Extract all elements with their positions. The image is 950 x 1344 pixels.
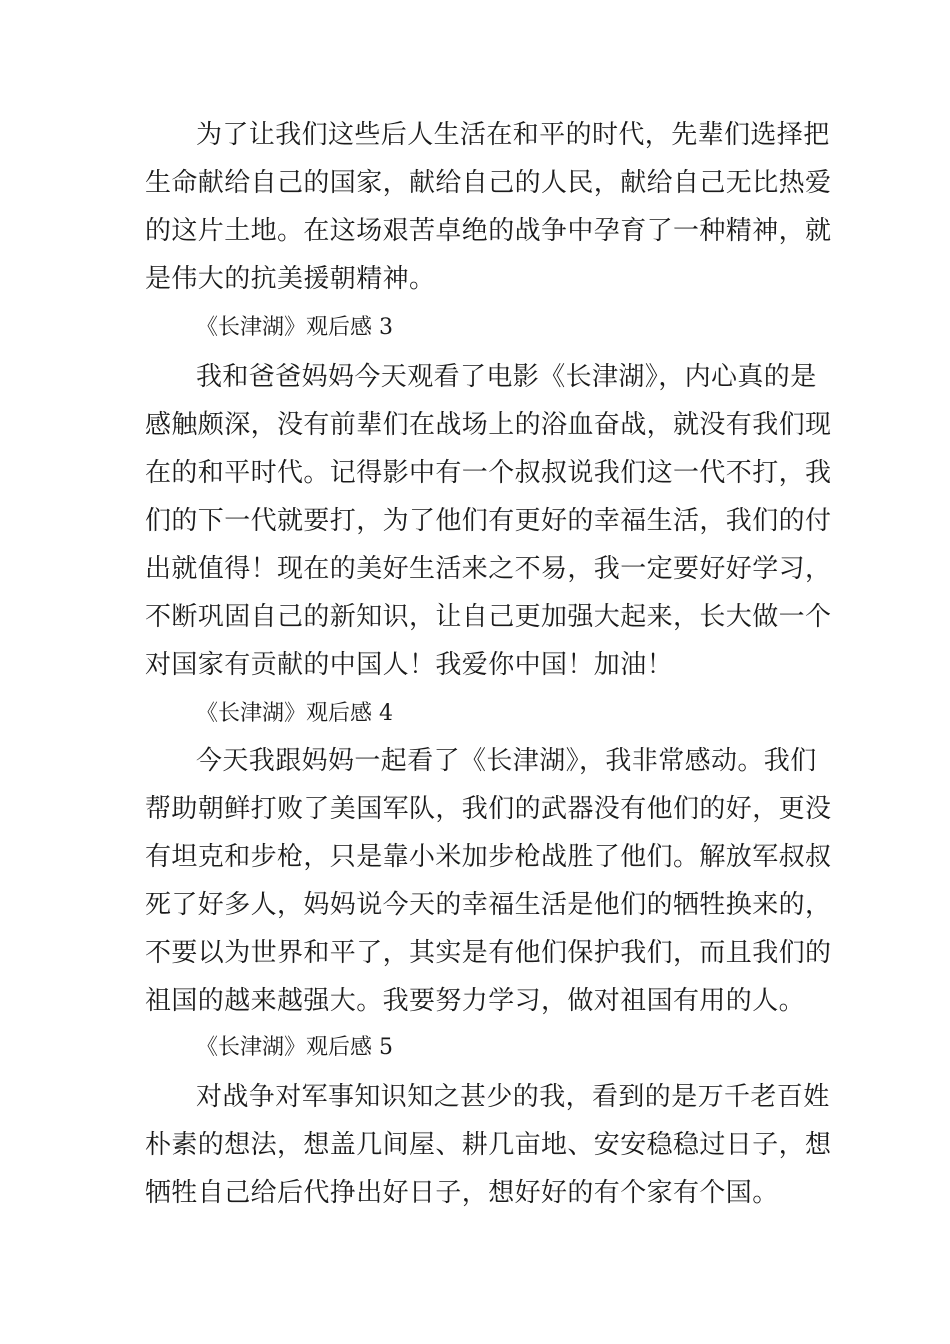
paragraph-line: 的这片土地。在这场艰苦卓绝的战争中孕育了一种精神，就 — [145, 216, 832, 246]
paragraph-line: 祖国的越来越强大。我要努力学习，做对祖国有用的人。 — [145, 986, 806, 1016]
paragraph-line: 死了好多人，妈妈说今天的幸福生活是他们的牺牲换来的， — [145, 890, 832, 920]
paragraph-line: 我和爸爸妈妈今天观看了电影《长津湖》，内心真的是 — [196, 362, 817, 392]
section-heading: 《长津湖》观后感 4 — [196, 701, 393, 726]
paragraph-line: 们的下一代就要打，为了他们有更好的幸福生活，我们的付 — [145, 506, 832, 536]
paragraph-line: 帮助朝鲜打败了美国军队，我们的武器没有他们的好，更没 — [145, 794, 832, 824]
paragraph-line: 不要以为世界和平了，其实是有他们保护我们，而且我们的 — [145, 938, 832, 968]
paragraph-line: 是伟大的抗美援朝精神。 — [145, 264, 436, 294]
paragraph-line: 今天我跟妈妈一起看了《长津湖》，我非常感动。我们 — [196, 746, 817, 776]
section-heading: 《长津湖》观后感 5 — [196, 1035, 393, 1060]
paragraph-line: 生命献给自己的国家，献给自己的人民，献给自己无比热爱 — [145, 168, 832, 198]
section-heading: 《长津湖》观后感 3 — [196, 315, 393, 340]
paragraph-line: 对国家有贡献的中国人！我爱你中国！加油！ — [145, 650, 674, 680]
paragraph-line: 牺牲自己给后代挣出好日子，想好好的有个家有个国。 — [145, 1178, 779, 1208]
paragraph-line: 对战争对军事知识知之甚少的我，看到的是万千老百姓 — [196, 1082, 830, 1112]
paragraph-line: 为了让我们这些后人生活在和平的时代，先辈们选择把 — [196, 120, 830, 150]
paragraph-line: 出就值得！现在的美好生活来之不易，我一定要好好学习， — [145, 554, 832, 584]
paragraph-line: 感触颇深，没有前辈们在战场上的浴血奋战，就没有我们现 — [145, 410, 832, 440]
paragraph-line: 在的和平时代。记得影中有一个叔叔说我们这一代不打，我 — [145, 458, 832, 488]
paragraph-line: 有坦克和步枪，只是靠小米加步枪战胜了他们。解放军叔叔 — [145, 842, 832, 872]
paragraph-line: 朴素的想法，想盖几间屋、耕几亩地、安安稳稳过日子，想 — [145, 1130, 832, 1160]
paragraph-line: 不断巩固自己的新知识，让自己更加强大起来，长大做一个 — [145, 602, 832, 632]
